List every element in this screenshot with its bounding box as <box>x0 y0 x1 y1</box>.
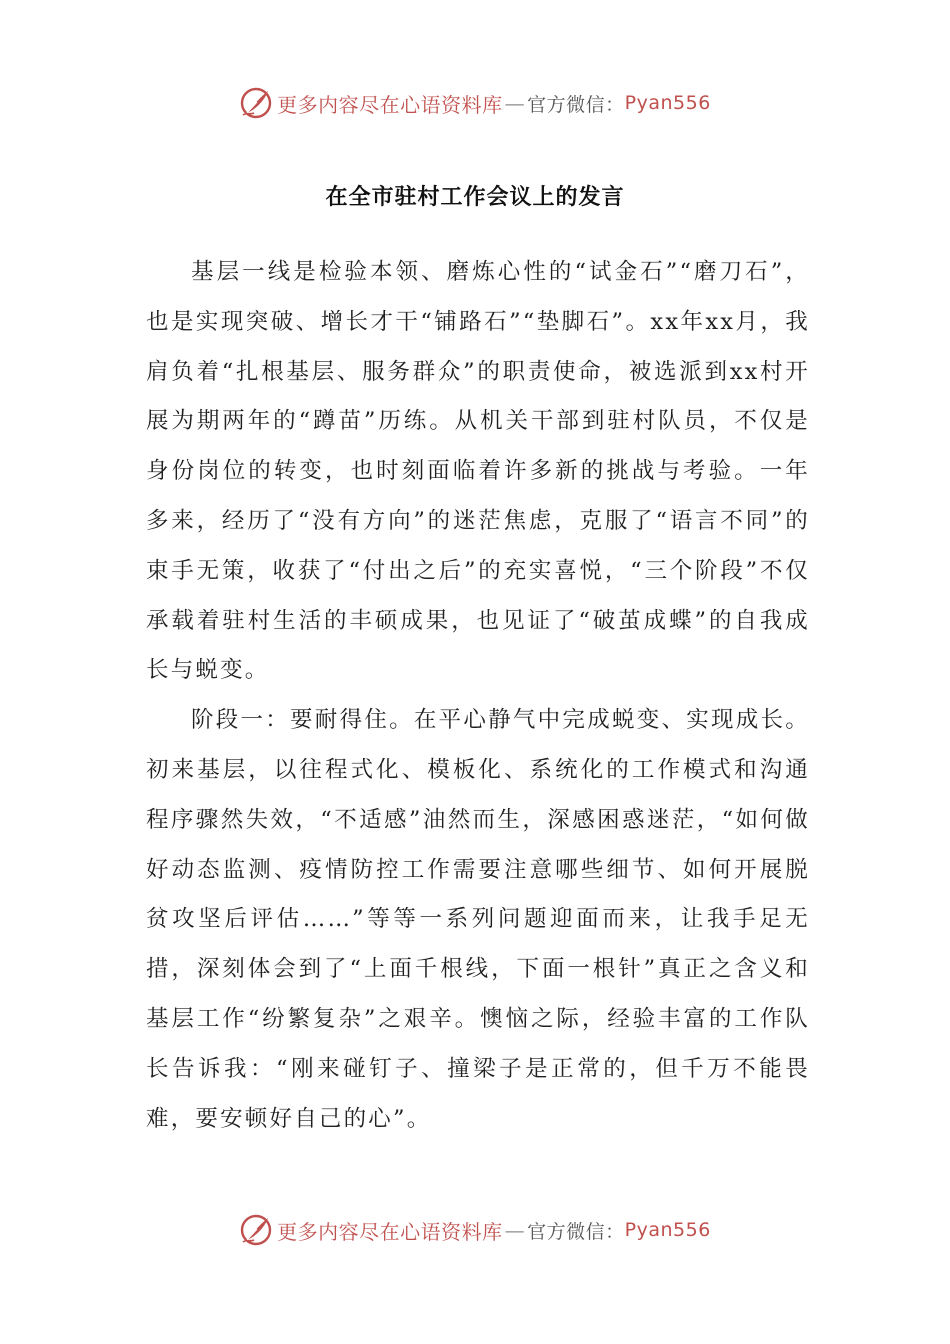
banner-wechat-id: Pyan556 <box>624 92 711 114</box>
quill-pen-logo-icon <box>239 1213 273 1247</box>
banner-wechat-label: 官方微信： <box>527 1220 625 1243</box>
banner-text: 更多内容尽在心语资料库 <box>277 1219 503 1244</box>
banner-separator: — <box>504 1218 526 1242</box>
banner-text: 更多内容尽在心语资料库 <box>277 92 503 117</box>
quill-pen-logo-icon <box>239 86 273 120</box>
header-banner <box>0 86 950 120</box>
paragraph-2: 阶段一：要耐得住。在平心静气中完成蜕变、实现成长。初来基层，以往程式化、模板化、系统化的工作模式和沟通程序骤然失效，“不适感”油然而生，深感困惑迷茫，“如何做好动态监测、疫情防控工作需要注意哪些细节、如何开展脱贫攻坚后评估……”等等一系列问题迎面而来，让我手足无措，深刻体会到了“上面千根线，下面一根针”真正之含义和基层工作“纷繁复杂”之艰辛。懊恼之际，经验丰富的工作队长告诉我：“刚来碰钉子、撞梁子是正常的，但千万不能畏难，要安顿好自己的心”。 <box>146 707 810 1132</box>
banner-wechat-label: 官方微信： <box>527 93 625 116</box>
document-body <box>146 248 810 1144</box>
banner-wechat-id: Pyan556 <box>624 1219 711 1241</box>
banner-separator: — <box>504 91 526 115</box>
paragraph-1: 基层一线是检验本领、磨炼心性的“试金石”“磨刀石”，也是实现突破、增长才干“铺路石”“垫脚石”。xx年xx月，我肩负着“扎根基层、服务群众”的职责使命，被选派到xx村开展为期两年的“蹲苗”历练。从机关干部到驻村队员，不仅是身份岗位的转变，也时刻面临着许多新的挑战与考验。一年多来，经历了“没有方向”的迷茫焦虑，克服了“语言不同”的束手无策，收获了“付出之后”的充实喜悦，“三个阶段”不仅承载着驻村生活的丰硕成果，也见证了“破茧成蝶”的自我成长与蜕变。 <box>146 259 810 684</box>
footer-banner <box>0 1213 950 1247</box>
document-title: 在全市驻村工作会议上的发言 <box>325 185 625 210</box>
